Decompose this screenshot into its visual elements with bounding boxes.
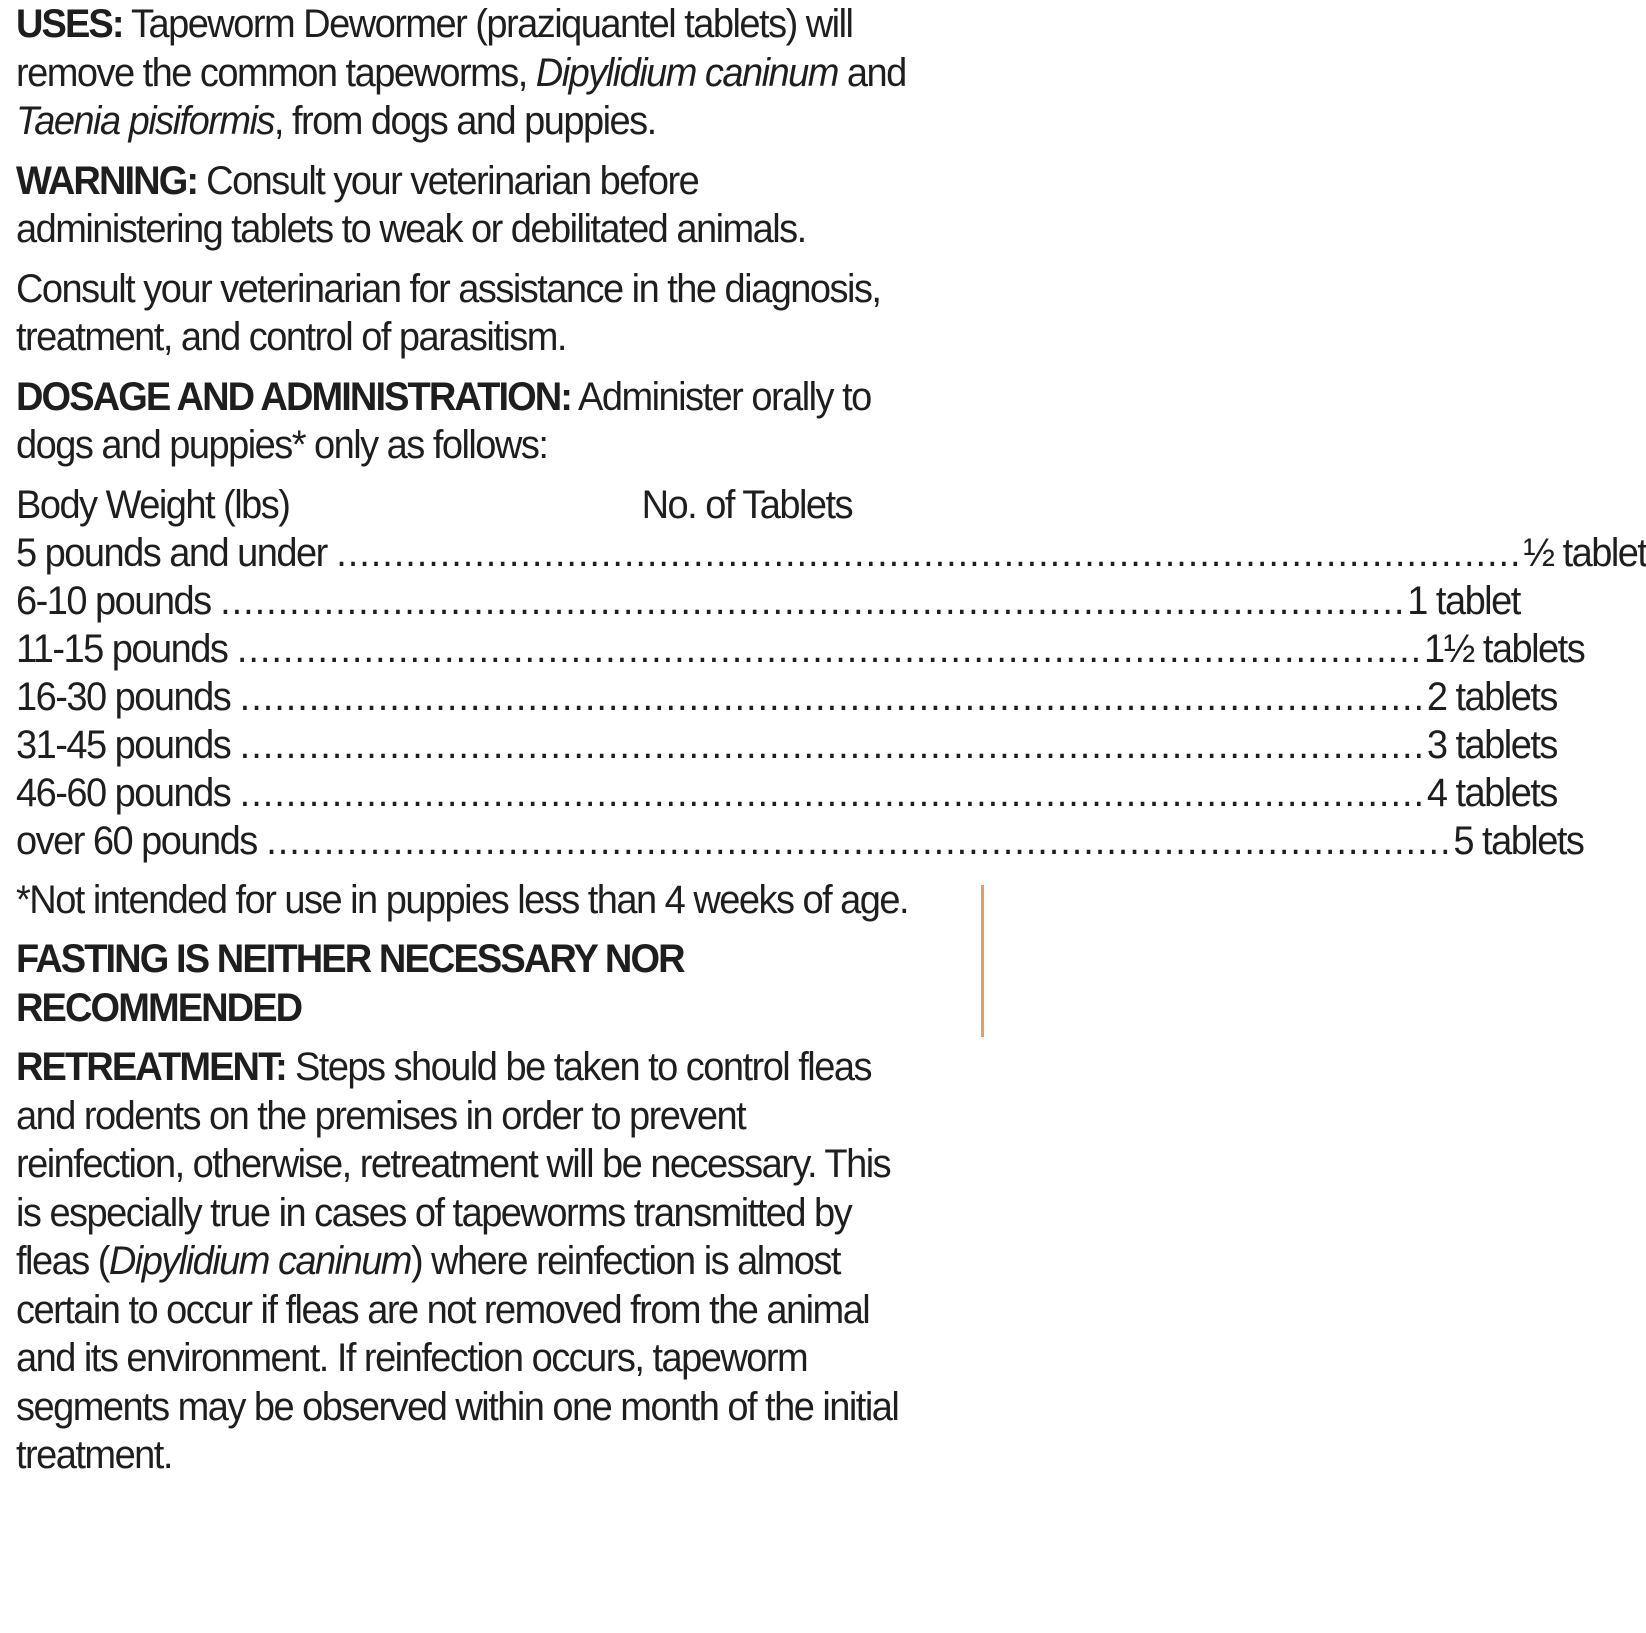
dosage-row: [16, 673, 1557, 721]
dot-leader: .......................................................................................................: [236, 626, 1423, 671]
row-weight: 6-10 pounds: [16, 578, 211, 623]
row-weight: 5 pounds and under: [16, 530, 327, 575]
retreatment-text-end: ) where reinfection is almost certain to occur if fleas are not removed from the animal and its environment. If reinfection occurs, tapeworm segments may be observed within one month of the initial treatment.: [16, 1239, 899, 1477]
retreatment-text: Steps should be taken to control fleas and rodents on the premises in order to prevent reinfection, otherwise, retreatment will be necessary. This is especially true in cases of tapeworms transmitted by fleas (: [16, 1045, 891, 1283]
dosage-row: [16, 577, 1520, 625]
dosage-section: [16, 373, 909, 470]
dosage-row: [16, 817, 1584, 865]
warning-section: [16, 157, 909, 254]
dosage-heading: DOSAGE AND ADMINISTRATION:: [16, 374, 572, 419]
row-tablets: ½ tablet: [1523, 530, 1646, 575]
dot-leader: .......................................................................................................: [239, 722, 1425, 767]
row-weight: 46-60 pounds: [16, 770, 231, 815]
dosage-table-header: [16, 481, 852, 529]
uses-text: Tapeworm Dewormer (praziquantel tablets) will remove the common tapeworms,: [16, 2, 853, 95]
col-tablets: No. of Tablets: [641, 482, 852, 527]
row-tablets: 5 tablets: [1453, 818, 1584, 863]
dot-leader: .......................................................................................................: [266, 818, 1452, 863]
product-label: [16, 0, 1646, 1491]
uses-text-end: , from dogs and puppies.: [273, 99, 656, 143]
row-tablets: 3 tablets: [1426, 722, 1557, 767]
uses-section: [16, 0, 909, 146]
dot-leader: .......................................................................................................: [336, 530, 1522, 575]
uses-text-and: and: [837, 50, 906, 95]
fasting-notice: FASTING IS NEITHER NECESSARY NOR RECOMMENDED: [16, 937, 684, 1030]
dot-leader: .......................................................................................................: [239, 770, 1425, 815]
uses-heading: USES:: [16, 2, 123, 46]
dosage-row: [16, 625, 1585, 673]
dot-leader: .......................................................................................................: [239, 674, 1425, 719]
retreatment-section: [16, 1043, 909, 1480]
row-tablets: 1½ tablets: [1424, 626, 1585, 671]
dosage-row: [16, 529, 1646, 577]
uses-species-2: Taenia pisiformis: [16, 99, 274, 143]
row-weight: over 60 pounds: [16, 818, 257, 863]
dosage-row: [16, 721, 1557, 769]
row-tablets: 2 tablets: [1426, 674, 1557, 719]
warning-heading: WARNING:: [16, 158, 198, 203]
consult-paragraph: Consult your veterinarian for assistance in the diagnosis, treatment, and control of parasitism.: [16, 266, 881, 359]
uses-species-1: Dipylidium caninum: [535, 50, 838, 95]
retreatment-heading: RETREATMENT:: [16, 1045, 286, 1089]
col-body-weight: Body Weight (lbs): [16, 482, 290, 527]
row-tablets: 1 tablet: [1407, 578, 1520, 623]
row-weight: 11-15 pounds: [16, 626, 228, 671]
retreatment-species: Dipylidium caninum: [108, 1239, 411, 1283]
dosage-text: Administer orally to dogs and puppies* only as follows:: [16, 374, 871, 467]
dosage-row: [16, 769, 1557, 817]
edge-accent-bar: [981, 885, 984, 1037]
row-weight: 31-45 pounds: [16, 722, 231, 767]
dot-leader: .......................................................................................................: [220, 578, 1406, 623]
dosage-footnote: *Not intended for use in puppies less than 4 weeks of age.: [16, 877, 909, 922]
warning-text: Consult your veterinarian before administering tablets to weak or debilitated animals.: [16, 158, 806, 251]
dosage-table: [16, 481, 1646, 865]
row-weight: 16-30 pounds: [16, 674, 231, 719]
row-tablets: 4 tablets: [1426, 770, 1557, 815]
